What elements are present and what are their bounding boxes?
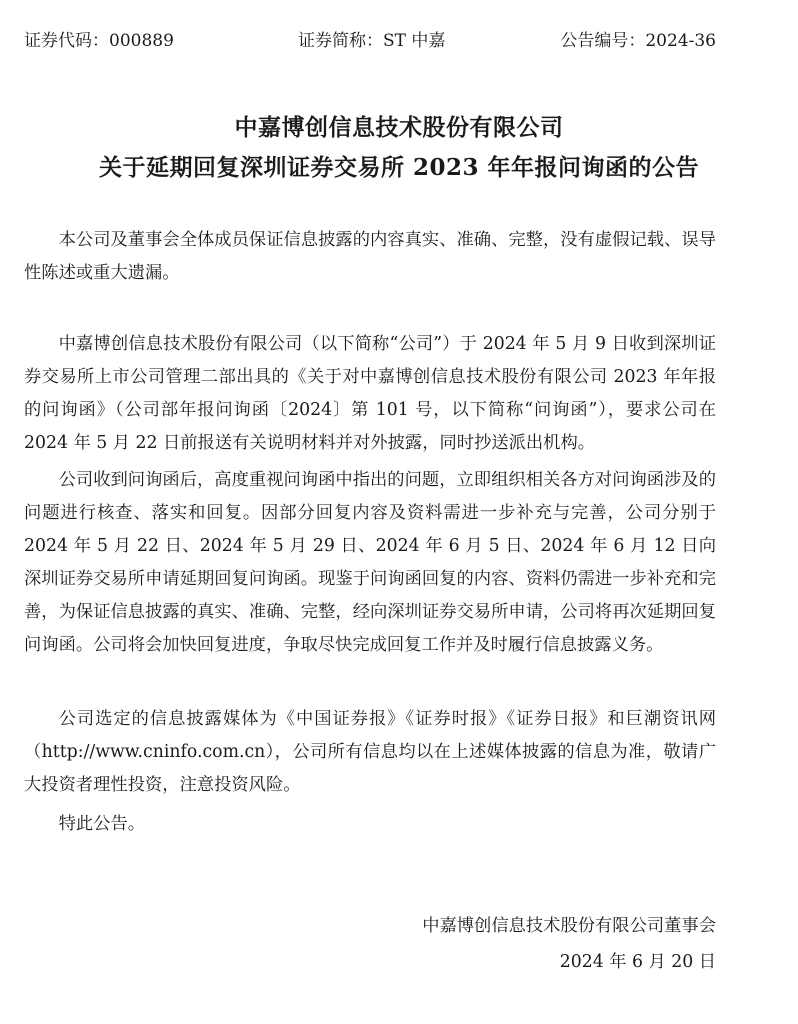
- paragraph-extension-reason: 公司收到问询函后，高度重视问询函中指出的问题，立即组织相关各方对问询函涉及的问题进行核查、落实和回复。因部分回复内容及资料需进一步补充与完善，公司分别于 2024 年 5 月 22 日、2024 年 5 月 29 日、2024 年 6 月 5 日、2024 年 6 月 12 日向深圳证券交易所申请延期回复问询函。现鉴于问询函回复的内容、资料仍需进一步补充和完善，为保证信息披露的真实、准确、完整，经向深圳证券交易所申请，公司将再次延期回复问询函。公司将会加快回复进度，争取尽快完成回复工作并及时履行信息披露义务。: [24, 470, 716, 655]
- notice-number: 公告编号：2024-36: [560, 31, 716, 51]
- paragraph-closing: 特此公告。: [58, 814, 146, 834]
- document-header: [24, 28, 716, 54]
- stock-code: 证券代码：000889: [24, 31, 174, 51]
- signature-company: 中嘉博创信息技术股份有限公司董事会: [422, 916, 716, 936]
- title-line-company: 中嘉博创信息技术股份有限公司: [234, 114, 564, 141]
- stock-abbreviation: 证券简称：ST 中嘉: [298, 31, 446, 51]
- signature-date: 2024 年 6 月 20 日: [559, 952, 716, 972]
- board-declaration: 本公司及董事会全体成员保证信息披露的内容真实、准确、完整，没有虚假记载、误导性陈述或重大遗漏。: [24, 230, 716, 283]
- title-line-subject: 关于延期回复深圳证券交易所 2023 年年报问询函的公告: [98, 154, 700, 181]
- document-title: [0, 108, 798, 188]
- paragraph-inquiry-received: 中嘉博创信息技术股份有限公司（以下简称“公司”）于 2024 年 5 月 9 日收到深圳证券交易所上市公司管理二部出具的《关于对中嘉博创信息技术股份有限公司 2023 年年报的问询函》（公司部年报问询函〔2024〕第 101 号，以下简称“问询函”），要求公司在 2024 年 5 月 22 日前报送有关说明材料并对外披露，同时抄送派出机构。: [24, 334, 716, 453]
- paragraph-disclosure-media: 公司选定的信息披露媒体为《中国证券报》《证券时报》《证券日报》和巨潮资讯网（http://www.cninfo.com.cn），公司所有信息均以在上述媒体披露的信息为准，敬请广大投资者理性投资，注意投资风险。: [24, 709, 716, 795]
